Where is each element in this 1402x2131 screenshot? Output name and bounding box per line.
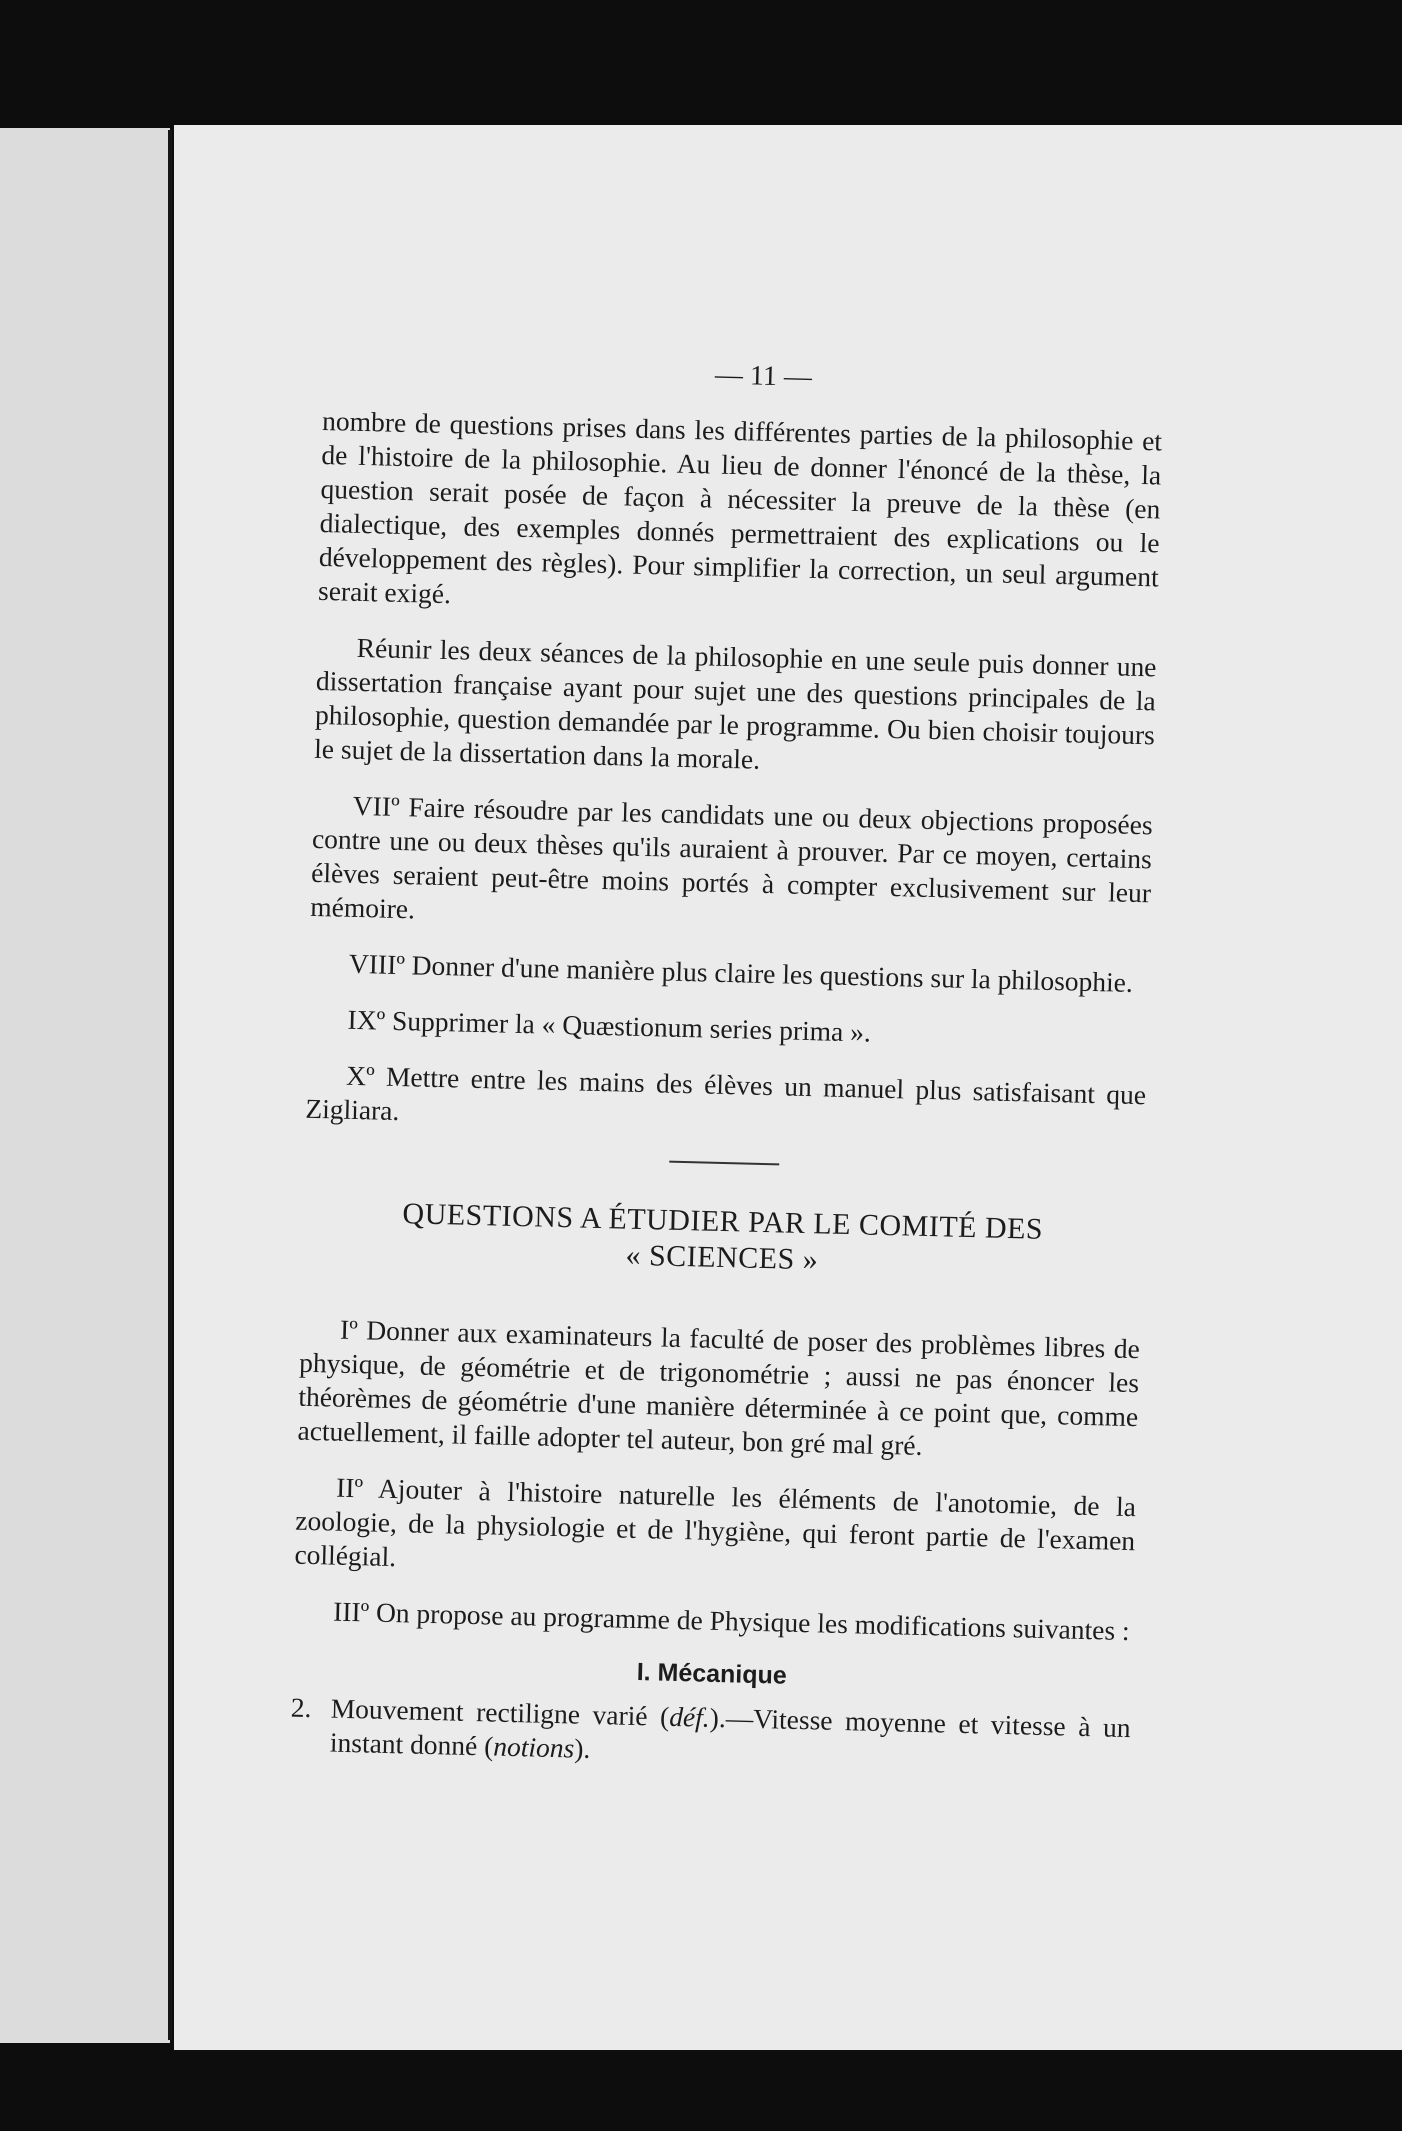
- paragraph-1: nombre de questions prises dans les différentes parties de la philosophie et de l'histoire de la philosophie. Au lieu de donner l'énoncé de la thèse, la question serait posée de façon à nécessiter la preuve de la thèse (en dialectique, des exemples donnés permettraient des explications ou le développement des règles). Pour simplifier la correction, un seul argument serait exigé.: [317, 404, 1163, 610]
- paragraph-sciences-ii: IIº Ajouter à l'histoire naturelle les éléments de l'anotomie, de la zoologie, de la physiologie et de l'hygiène, qui feront partie de l'examen collégial.: [294, 1471, 1137, 1573]
- list-item: [290, 1691, 1131, 1780]
- page-content: [289, 350, 1164, 1801]
- section-divider: [669, 1161, 779, 1166]
- paragraph-sciences-i: Iº Donner aux examinateurs la faculté de poser des problèmes libres de physique, de géométrie et de trigonométrie ; aussi ne pas énoncer les théorèmes de géométrie d'une manière déterminée à ce point que, comme actuellement, il faille adopter tel auteur, bon gré mal gré.: [297, 1313, 1141, 1461]
- paragraph-ix: IXº Supprimer la « Quæstionum series prima ».: [347, 1003, 872, 1048]
- item-text-part-3: ).: [573, 1732, 591, 1764]
- paragraph-sciences-iii: IIIº On propose au programme de Physique les modifications suivantes :: [332, 1595, 1131, 1647]
- section-title-line-1: QUESTIONS A ÉTUDIER PAR LE COMITÉ DES: [402, 1197, 1044, 1246]
- left-page-edge: [0, 128, 170, 2043]
- binding-fold: [168, 130, 172, 2040]
- subheading-mecanique: I. Mécanique: [636, 1658, 788, 1690]
- paragraph-vii: VIIº Faire résoudre par les candidats une ou deux objections proposées contre une ou deux thèses qu'ils auraient à prouver. Par ce moyen, certains élèves seraient peut-être moins portés à compter exclusivement sur leur mémoire.: [310, 789, 1154, 925]
- paragraph-2: Réunir les deux séances de la philosophie en une seule puis donner une dissertation française ayant pour sujet une des questions principales de la philosophie, question demandée par le programme. Ou bien choisir toujours le sujet de la dissertation dans la morale.: [313, 631, 1157, 775]
- section-title-line-2: « SCIENCES »: [625, 1238, 819, 1277]
- document-page: [174, 125, 1402, 2050]
- item-text-part-2: ).—Vitesse moyenne et vitesse à un instant donné (: [329, 1701, 1131, 1762]
- item-text-part-1: Mouvement rectiligne varié (: [330, 1692, 670, 1732]
- paragraph-viii: VIIIº Donner d'une manière plus claire les questions sur la philosophie.: [348, 947, 1134, 998]
- item-number: 2.: [290, 1691, 312, 1724]
- item-def: déf.: [668, 1700, 711, 1733]
- item-notions: notions: [493, 1730, 575, 1764]
- page-number: — 11 —: [714, 359, 813, 393]
- section-title: [302, 1194, 1144, 1287]
- item-text: [330, 1692, 1131, 1780]
- paragraph-x: Xº Mettre entre les mains des élèves un manuel plus satisfaisant que Zigliara.: [305, 1059, 1147, 1127]
